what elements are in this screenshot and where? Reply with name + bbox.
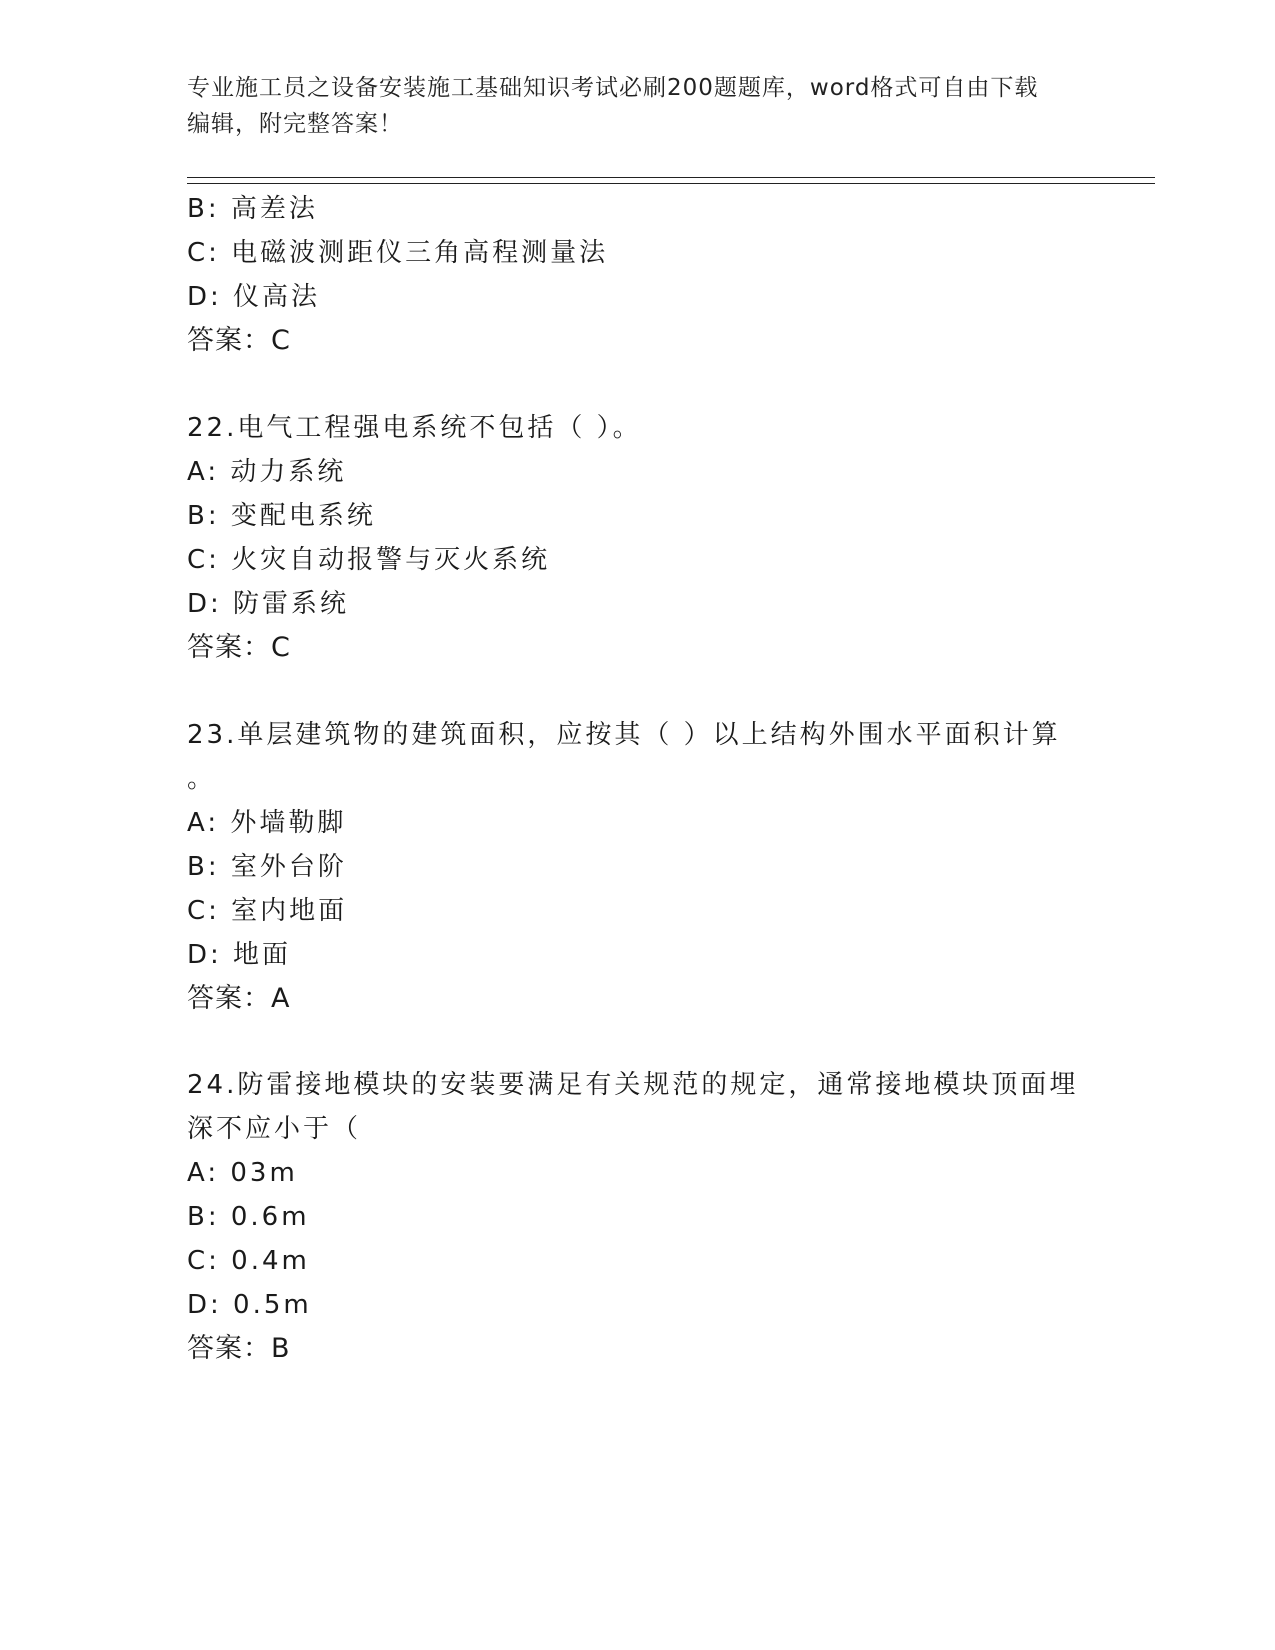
q23-option-b: B: 室外台阶: [187, 852, 347, 882]
q23-option-d: D: 地面: [187, 940, 292, 970]
q22-option-c: C: 火灾自动报警与灭火系统: [187, 545, 551, 575]
header-title-line2: 编辑，附完整答案！: [187, 111, 403, 137]
q23-stem-line2: 。: [187, 764, 217, 794]
q23-stem-line1: 23.单层建筑物的建筑面积，应按其（ ）以上结构外围水平面积计算: [187, 720, 1061, 750]
q22-answer: 答案：C: [187, 632, 291, 663]
q24-stem-line2: 深不应小于（: [187, 1114, 362, 1144]
document-header: [187, 70, 1087, 142]
header-title-line1: 专业施工员之设备安装施工基础知识考试必刷200题题库，word格式可自由下载: [187, 75, 1039, 101]
q24-option-c: C: 0.4m: [187, 1246, 310, 1276]
q23-option-c: C: 室内地面: [187, 896, 348, 926]
q22-option-b: B: 变配电系统: [187, 501, 376, 531]
q21-answer: 答案：C: [187, 325, 291, 356]
q21-option-c: C: 电磁波测距仪三角高程测量法: [187, 238, 609, 268]
q22-stem: 22.电气工程强电系统不包括（ ）。: [187, 413, 642, 443]
q24-option-a: A: 03m: [187, 1158, 298, 1188]
q23-option-a: A: 外墙勒脚: [187, 808, 347, 838]
header-divider-bottom: [187, 183, 1155, 184]
q22-option-d: D: 防雷系统: [187, 589, 350, 619]
q22-option-a: A: 动力系统: [187, 457, 347, 487]
header-divider-top: [187, 177, 1155, 178]
q21-option-b: B: 高差法: [187, 194, 318, 224]
q23-answer: 答案：A: [187, 983, 291, 1014]
q24-stem-line1: 24.防雷接地模块的安装要满足有关规范的规定，通常接地模块顶面埋: [187, 1070, 1079, 1100]
q24-answer: 答案：B: [187, 1333, 291, 1364]
q24-option-d: D: 0.5m: [187, 1290, 312, 1320]
q24-option-b: B: 0.6m: [187, 1202, 310, 1232]
q21-option-d: D: 仪高法: [187, 282, 321, 312]
